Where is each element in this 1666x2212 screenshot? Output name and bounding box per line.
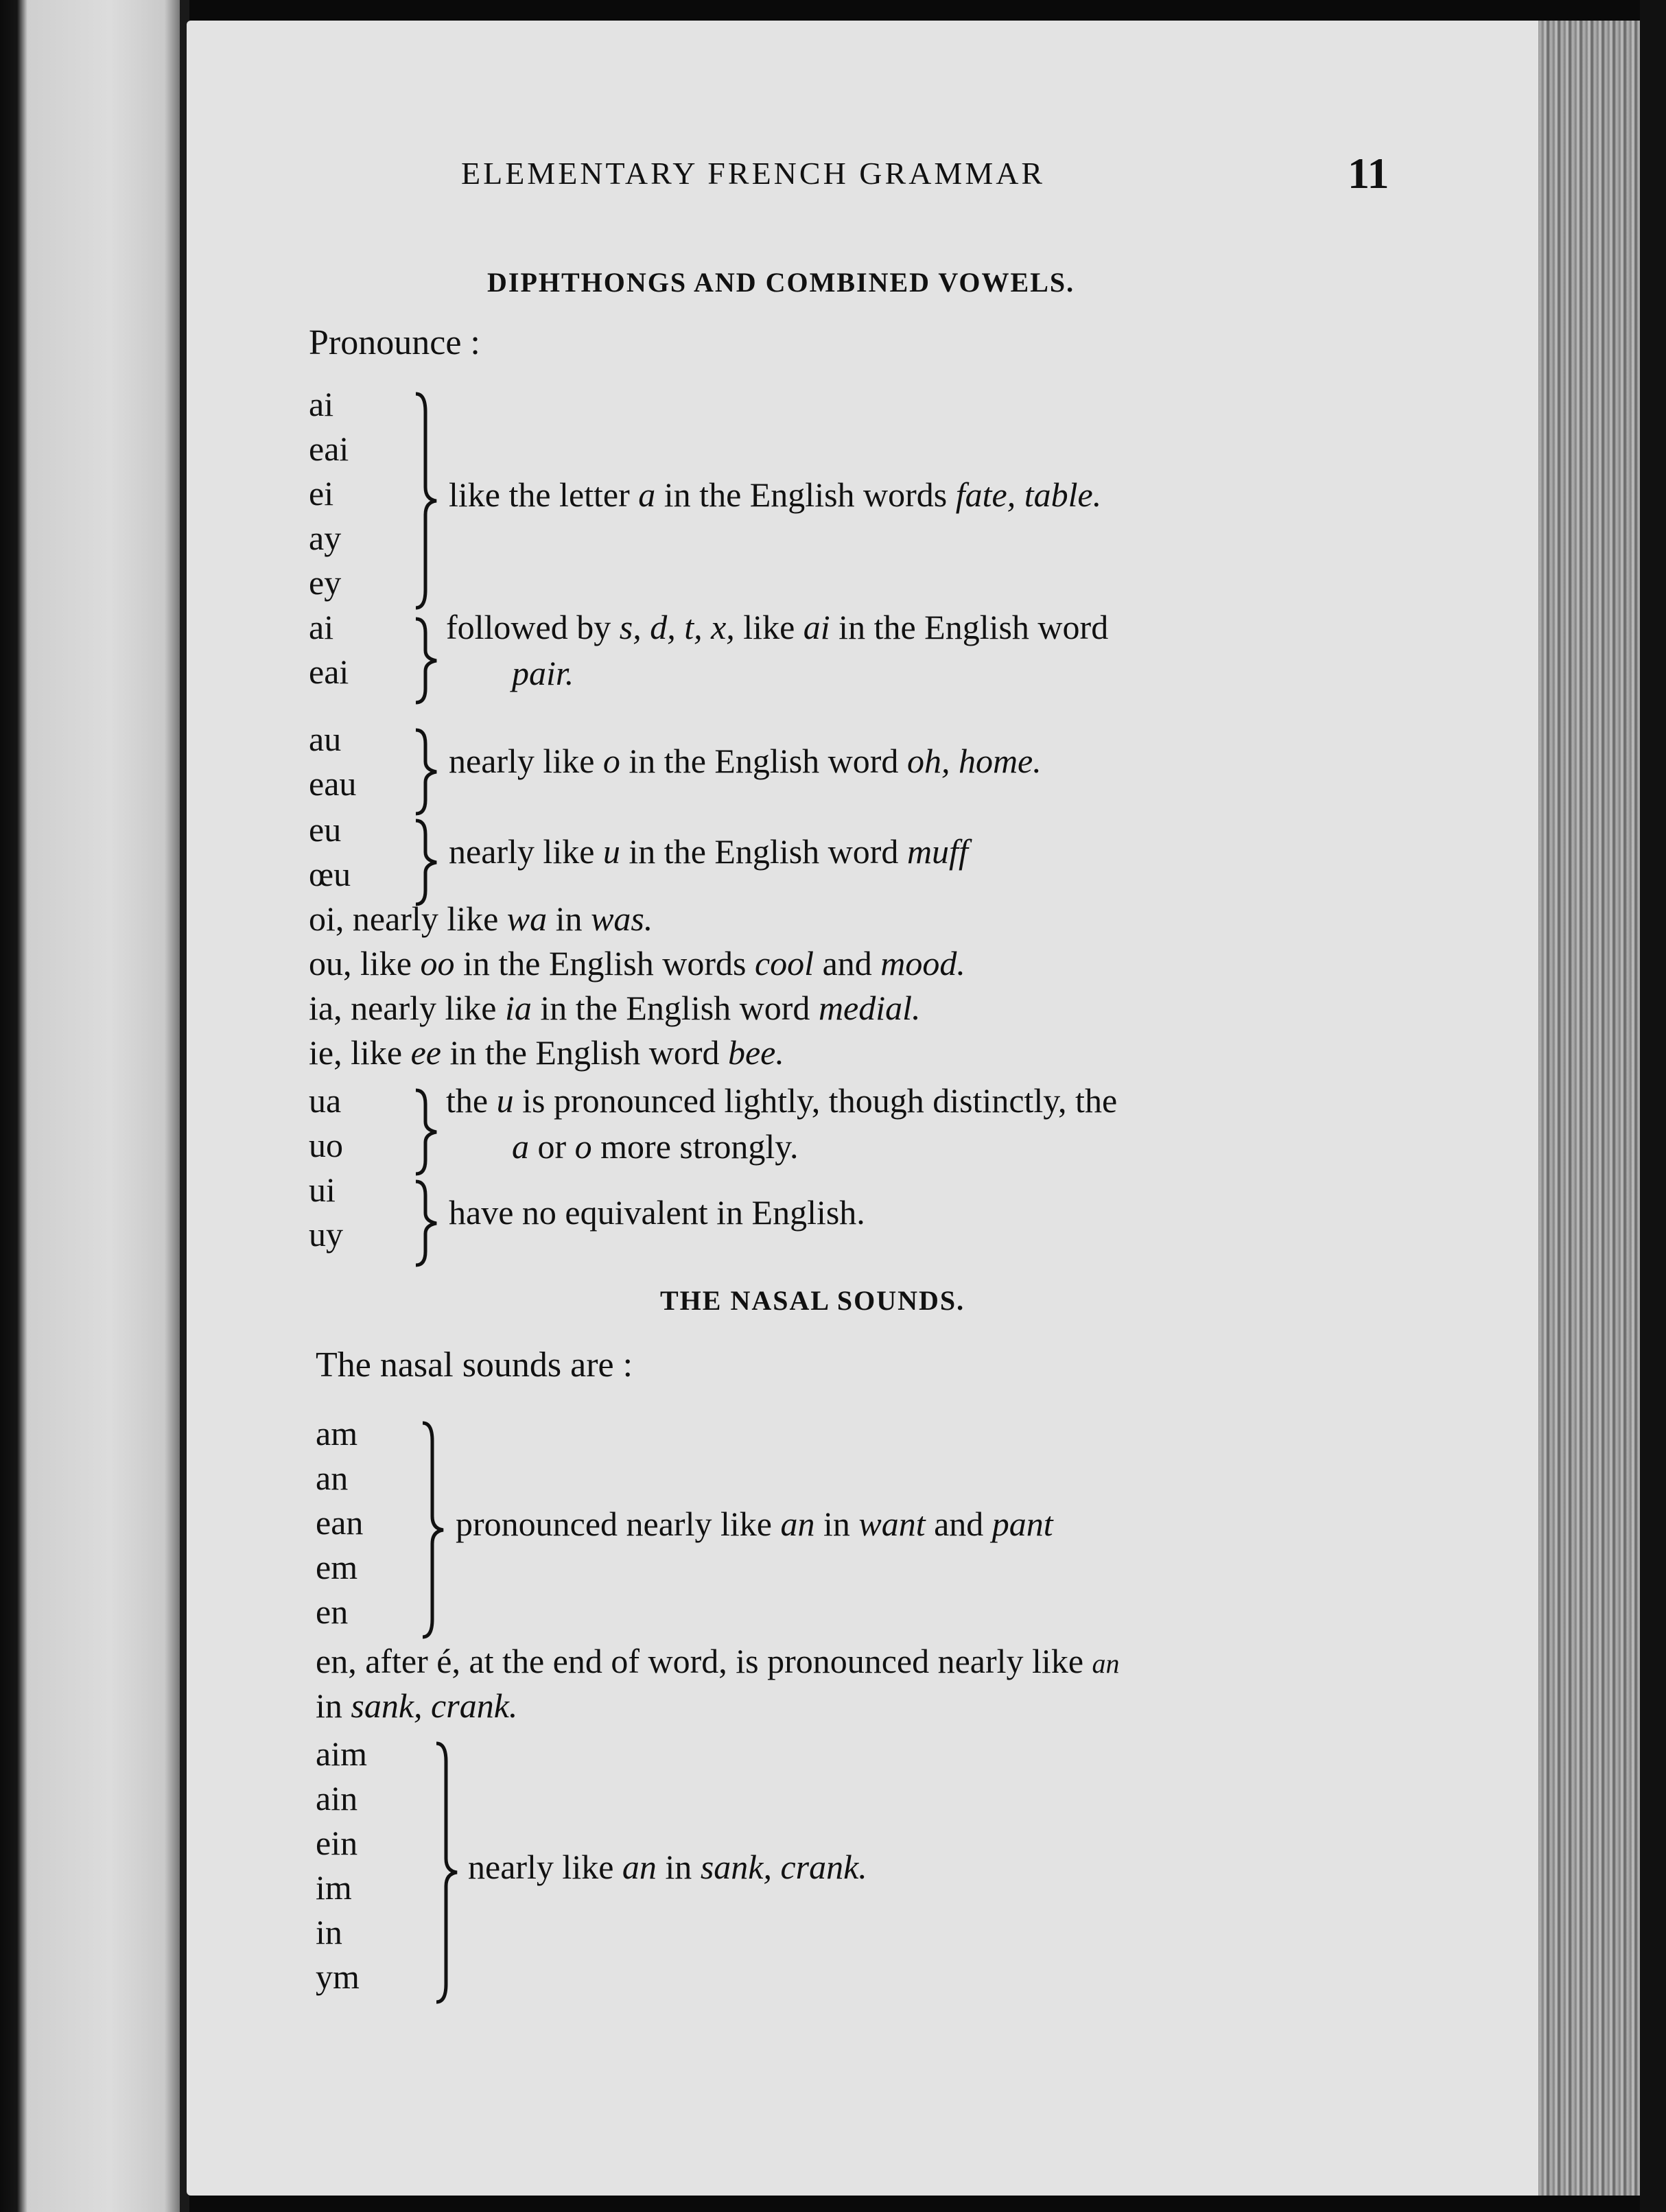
left-page-edge [0, 0, 182, 2212]
en-line: en, after é, at the end of word, is pronounced nearly like an [316, 1642, 1120, 1680]
vowel: ua [309, 1081, 342, 1120]
brace [413, 1179, 441, 1268]
nasal-heading: THE NASAL SOUNDS. [660, 1285, 965, 1316]
vowel-group-description: the u is pronounced lightly, though distinctly, the [446, 1081, 1118, 1120]
brace [420, 1420, 447, 1640]
vowel: ym [316, 1957, 360, 1996]
book-page [187, 21, 1538, 2196]
vowel: ay [309, 519, 342, 557]
vowel-group-description: like the letter a in the English words fate, table. [449, 475, 1102, 514]
vowel: en [316, 1592, 349, 1631]
vowel: eai [309, 430, 349, 468]
vowel: ean [316, 1503, 364, 1542]
vowel: ain [316, 1779, 358, 1817]
vowel-group-description: nearly like u in the English word muff [449, 832, 968, 871]
vowel: au [309, 720, 342, 758]
brace [413, 1087, 441, 1177]
scan-border [1640, 0, 1666, 2212]
brace [434, 1741, 461, 2005]
vowel: in [316, 1913, 342, 1951]
vowel-group-description: followed by s, d, t, x, like ai in the English word [446, 608, 1109, 646]
vowel: ey [309, 563, 342, 602]
ou-line: ou, like oo in the English words cool and mood. [309, 944, 965, 983]
nasal-group-description: pronounced nearly like an in want and pant [456, 1505, 1053, 1543]
vowel: ei [309, 474, 334, 513]
vowel: eu [309, 810, 342, 849]
vowel-group-description: nearly like o in the English word oh, home. [449, 742, 1042, 780]
en-line-continued: in sank, crank. [316, 1686, 518, 1725]
vowel: ui [309, 1170, 336, 1209]
brace [413, 391, 441, 611]
vowel: uy [309, 1215, 343, 1254]
diphthongs-heading: DIPHTHONGS AND COMBINED VOWELS. [487, 267, 1075, 298]
vowel-group-description-continued: a or o more strongly. [512, 1127, 799, 1166]
vowel: an [316, 1459, 349, 1497]
vowel: aim [316, 1734, 367, 1773]
diphthongs-intro: Pronounce : [309, 323, 480, 362]
page-number: 11 [1348, 149, 1389, 198]
vowel: am [316, 1414, 358, 1452]
vowel: im [316, 1868, 352, 1907]
vowel: ai [309, 608, 334, 646]
vowel-group-description: have no equivalent in English. [449, 1193, 865, 1232]
vowel-group-description-continued: pair. [512, 654, 574, 692]
running-title: ELEMENTARY FRENCH GRAMMAR [461, 156, 1046, 191]
ie-line: ie, like ee in the English word bee. [309, 1033, 784, 1072]
vowel: eai [309, 652, 349, 691]
page-header [187, 149, 1538, 203]
vowel: uo [309, 1126, 343, 1164]
oi-line: oi, nearly like wa in was. [309, 899, 653, 938]
brace [413, 616, 441, 705]
vowel: œu [309, 855, 351, 893]
vowel: ein [316, 1824, 358, 1862]
vowel: eau [309, 764, 357, 803]
nasal-group-description: nearly like an in sank, crank. [468, 1848, 867, 1886]
vowel: em [316, 1548, 358, 1586]
vowel: ai [309, 385, 334, 423]
brace [413, 818, 441, 907]
nasal-intro: The nasal sounds are : [316, 1345, 633, 1385]
ia-line: ia, nearly like ia in the English word medial. [309, 989, 921, 1027]
brace [413, 727, 441, 816]
